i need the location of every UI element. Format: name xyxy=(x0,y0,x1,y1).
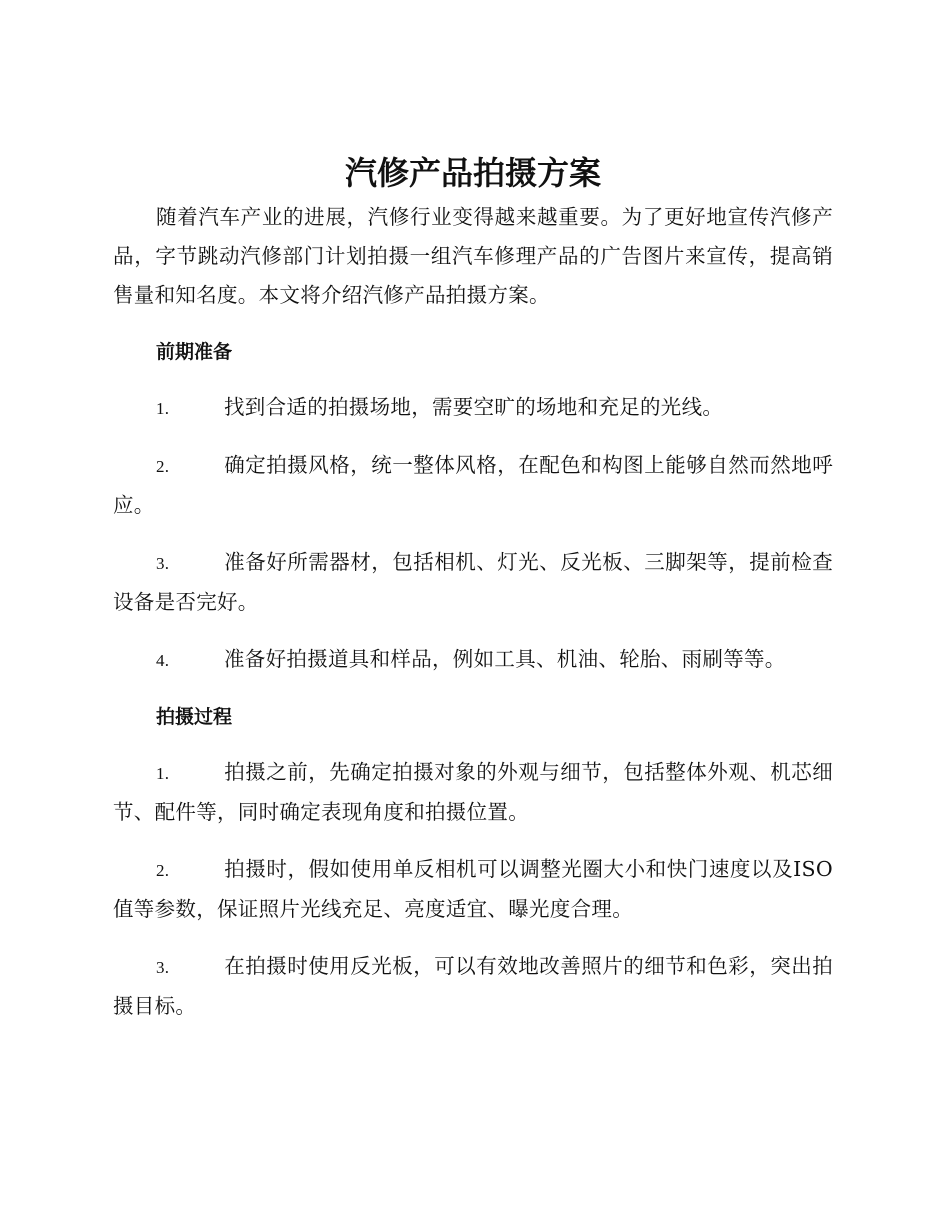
list-item-text: 准备好所需器材，包括相机、灯光、反光板、三脚架等，提前检查设备是否完好。 xyxy=(113,550,833,614)
list-item xyxy=(113,947,833,1026)
list-item xyxy=(113,753,833,832)
document-body xyxy=(113,150,833,1044)
list-item-number: 2. xyxy=(156,457,170,476)
list-item-text: 拍摄时，假如使用单反相机可以调整光圈大小和快门速度以及ISO 值等参数，保证照片光线充足、亮度适宜、曝光度合理。 xyxy=(113,857,833,921)
list-item-number: 4. xyxy=(156,651,170,670)
list-item xyxy=(113,543,833,622)
list-item-number: 2. xyxy=(156,861,170,880)
list-item-text: 拍摄之前，先确定拍摄对象的外观与细节，包括整体外观、机芯细节、配件等，同时确定表现角度和拍摄位置。 xyxy=(113,760,833,824)
intro-paragraph: 随着汽车产业的进展，汽修行业变得越来越重要。为了更好地宣传汽修产品，字节跳动汽修部门计划拍摄一组汽车修理产品的广告图片来宣传，提高销售量和知名度。本文将介绍汽修产品拍摄方案。 xyxy=(113,205,833,307)
list-item-text: 找到合适的拍摄场地，需要空旷的场地和充足的光线。 xyxy=(224,395,724,419)
list-item-text: 准备好拍摄道具和样品，例如工具、机油、轮胎、雨刷等等。 xyxy=(224,647,786,671)
section-heading-preparation: 前期准备 xyxy=(156,341,233,363)
document-title: 汽修产品拍摄方案 xyxy=(344,154,601,192)
list-item-number: 3. xyxy=(156,958,170,977)
list-item-text: 在拍摄时使用反光板，可以有效地改善照片的细节和色彩，突出拍摄目标。 xyxy=(113,954,833,1018)
list-item xyxy=(113,640,833,680)
list-item-number: 1. xyxy=(156,764,170,783)
list-item-number: 1. xyxy=(156,399,170,418)
list-item xyxy=(113,388,833,428)
section-heading-shooting: 拍摄过程 xyxy=(156,706,233,728)
list-item xyxy=(113,850,833,929)
list-item-text: 确定拍摄风格，统一整体风格，在配色和构图上能够自然而然地呼应。 xyxy=(113,453,833,517)
list-item xyxy=(113,446,833,525)
list-item-number: 3. xyxy=(156,554,170,573)
